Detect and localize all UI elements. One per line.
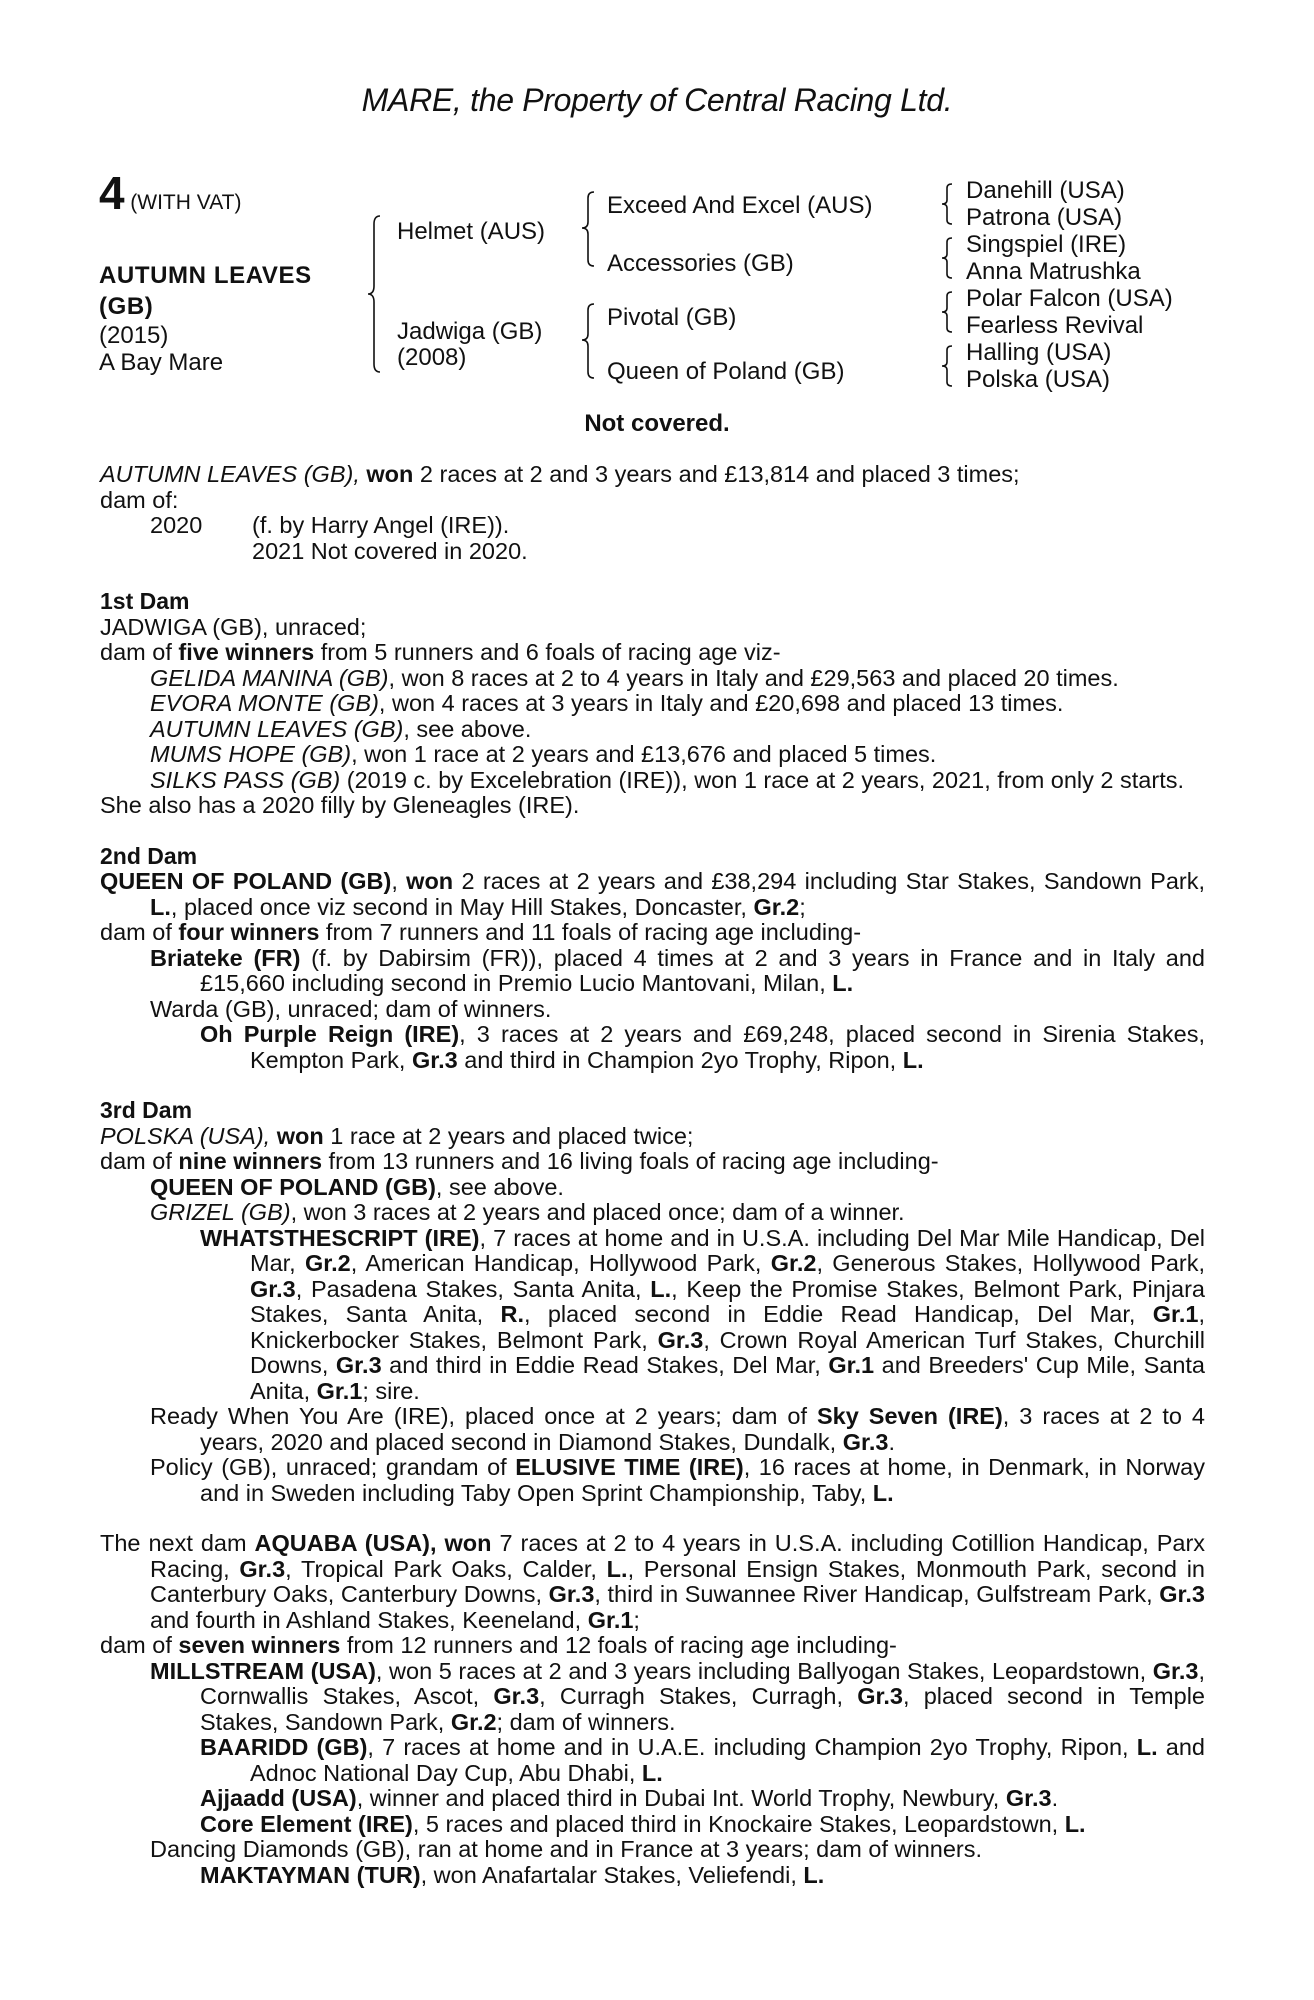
- section-heading-1st-dam: 1st Dam: [100, 588, 190, 614]
- progeny-item: SILKS PASS (GB) (2019 c. by Excelebration (IRE)), won 1 race at 2 years, 2021, from only 2 starts.: [150, 766, 1185, 793]
- lot-number: 4: [99, 167, 124, 219]
- bracket-gen1: [368, 214, 388, 374]
- horse-block: [99, 260, 312, 376]
- dam3-line: POLSKA (USA), won 1 race at 2 years and placed twice;: [100, 1122, 694, 1149]
- progeny-item: WHATSTHESCRIPT (IRE), 7 races at home and in U.S.A. including Del Mar Mile Handicap, Del Mar, Gr.2, American Handicap, Hollywood Park, Gr.2, Generous Stakes, Hollywood Park, Gr.3, Pasadena Stakes, Santa Anita, L., Keep the Promise Stakes, Belmont Park, Pinjara Stakes, Santa Anita, R., placed second in Eddie Read Handicap, Del Mar, Gr.1, Knickerbocker Stakes, Belmont Park, Gr.3, Crown Royal American Turf Stakes, Churchill Downs, Gr.3 and third in Eddie Read Stakes, Del Mar, Gr.1 and Breeders' Cup Mile, Santa Anita, Gr.1; sire.: [200, 1224, 1206, 1404]
- dam1-line: JADWIGA (GB), unraced;: [100, 613, 367, 640]
- pedigree-dam-sire: Pivotal (GB): [607, 304, 737, 331]
- pedigree-gen4-2: Patrona (USA): [966, 204, 1123, 231]
- progeny-item: AUTUMN LEAVES (GB), see above.: [150, 715, 532, 742]
- progeny-item: BAARIDD (GB), 7 races at home and in U.A.E. including Champion 2yo Trophy, Ripon, L. and Adnoc National Day Cup, Abu Dhabi, L.: [200, 1734, 1205, 1786]
- progeny-item: MILLSTREAM (USA), won 5 races at 2 and 3 years including Ballyogan Stakes, Leopardstown, Gr.3, Cornwallis Stakes, Ascot, Gr.3, Curragh Stakes, Curragh, Gr.3, placed second in Temple Stakes, Sandown Park, Gr.2; dam of winners.: [150, 1657, 1205, 1735]
- horse-name-country: (GB): [99, 293, 154, 320]
- dam3-dam-of: dam of nine winners from 13 runners and 16 living foals of racing age including-: [100, 1148, 939, 1174]
- pedigree-gen4-8: Polska (USA): [966, 366, 1111, 393]
- progeny-item: Ajjaadd (USA), winner and placed third in Dubai Int. World Trophy, Newbury, Gr.3.: [200, 1785, 1059, 1811]
- pedigree-sire-sire: Exceed And Excel (AUS): [607, 192, 873, 219]
- pedigree-sire-dam: Accessories (GB): [607, 250, 794, 277]
- bracket-g4-1: [942, 182, 958, 230]
- section-heading-2nd-dam: 2nd Dam: [100, 842, 198, 869]
- page-title: MARE, the Property of Central Racing Ltd.: [361, 82, 953, 118]
- dam2-dam-of: dam of four winners from 7 runners and 11 foals of racing age including-: [100, 919, 862, 945]
- dam1-dam-of: dam of five winners from 5 runners and 6 foals of racing age viz-: [100, 639, 781, 665]
- progeny-item: QUEEN OF POLAND (GB), see above.: [150, 1173, 564, 1200]
- pedigree-gen4-6: Fearless Revival: [966, 312, 1144, 339]
- pedigree-gen4-3: Singspiel (IRE): [966, 231, 1127, 258]
- progeny-item: Oh Purple Reign (IRE), 3 races at 2 years and £69,248, placed second in Sirenia Stakes, Kempton Park, Gr.3 and third in Champion 2yo Trophy, Ripon, L.: [200, 1021, 1205, 1073]
- horse-year: (2015): [99, 322, 169, 349]
- pedigree-gen4-4: Anna Matrushka: [966, 258, 1141, 285]
- pedigree-dam-year: (2008): [397, 344, 467, 371]
- progeny-item: Core Element (IRE), 5 races and placed third in Knockaire Stakes, Leopardstown, L.: [200, 1810, 1086, 1837]
- intro-dam-of: dam of:: [100, 486, 179, 513]
- progeny-item: Policy (GB), unraced; grandam of ELUSIVE TIME (IRE), 16 races at home, in Denmark, in Norway and in Sweden including Taby Open Sprint Championship, Taby, L.: [150, 1454, 1205, 1506]
- pedigree-sire: Helmet (AUS): [397, 218, 546, 245]
- progeny-item: GRIZEL (GB), won 3 races at 2 years and placed once; dam of a winner.: [150, 1199, 905, 1225]
- bracket-g4-4: [942, 344, 958, 392]
- covering-status: Not covered.: [584, 410, 730, 437]
- pedigree-gen4-5: Polar Falcon (USA): [966, 285, 1173, 312]
- catalogue-text: [100, 462, 1205, 1888]
- progeny-item: Warda (GB), unraced; dam of winners.: [150, 995, 552, 1022]
- progeny-item: Briateke (FR) (f. by Dabirsim (FR)), placed 4 times at 2 and 3 years in France and in Italy and £15,660 including second in Premio Lucio Mantovani, Milan, L.: [150, 944, 1205, 996]
- progeny-item: Dancing Diamonds (GB), ran at home and in France at 3 years; dam of winners.: [150, 1836, 983, 1862]
- bracket-dam: [582, 302, 602, 382]
- bracket-g4-2: [942, 236, 958, 284]
- intro-line: AUTUMN LEAVES (GB), won 2 races at 2 and 3 years and £13,814 and placed 3 times;: [100, 461, 1020, 487]
- progeny-item: GELIDA MANINA (GB), won 8 races at 2 to 4 years in Italy and £29,563 and placed 20 times.: [150, 664, 1119, 691]
- section-heading-3rd-dam: 3rd Dam: [100, 1097, 193, 1123]
- bracket-sire: [582, 190, 602, 270]
- progeny-item: MUMS HOPE (GB), won 1 race at 2 years and £13,676 and placed 5 times.: [150, 741, 937, 767]
- progeny-item: Ready When You Are (IRE), placed once at 2 years; dam of Sky Seven (IRE), 3 races at 2 to 4 years, 2020 and placed second in Diamond Stakes, Dundalk, Gr.3.: [150, 1403, 1206, 1455]
- pedigree-dam-dam: Queen of Poland (GB): [607, 358, 845, 385]
- horse-name: AUTUMN LEAVES: [99, 262, 312, 289]
- lot-vat: (WITH VAT): [130, 191, 242, 214]
- progeny-item: EVORA MONTE (GB), won 4 races at 3 years in Italy and £20,698 and placed 13 times.: [150, 690, 1064, 716]
- bracket-g4-3: [942, 290, 958, 338]
- lot-header: [99, 167, 242, 219]
- dam1-also: She also has a 2020 filly by Gleneagles (IRE).: [100, 792, 580, 818]
- intro-foal: 2020 (f. by Harry Angel (IRE)).: [150, 512, 510, 538]
- next-dam-line: The next dam AQUABA (USA), won 7 races at 2 to 4 years in U.S.A. including Cotillion Handicap, Parx Racing, Gr.3, Tropical Park Oaks, Calder, L., Personal Ensign Stakes, Monmouth Park, second in Canterbury Oaks, Canterbury Downs, Gr.3, third in Suwannee River Handicap, Gulfstream Park, Gr.3 and fourth in Ashland Stakes, Keeneland, Gr.1;: [100, 1530, 1206, 1633]
- dam2-line: QUEEN OF POLAND (GB), won 2 races at 2 years and £38,294 including Star Stakes, Sandown Park, L., placed once viz second in May Hill Stakes, Doncaster, Gr.2;: [100, 868, 1205, 920]
- progeny-item: MAKTAYMAN (TUR), won Anafartalar Stakes, Veliefendi, L.: [200, 1861, 825, 1888]
- pedigree-gen4-7: Halling (USA): [966, 339, 1112, 366]
- intro-note: 2021 Not covered in 2020.: [252, 537, 528, 564]
- pedigree-dam: Jadwiga (GB): [397, 318, 543, 345]
- next-dam-dam-of: dam of seven winners from 12 runners and 12 foals of racing age including-: [100, 1632, 897, 1658]
- pedigree-gen4-1: Danehill (USA): [966, 177, 1125, 204]
- horse-description: A Bay Mare: [99, 349, 224, 376]
